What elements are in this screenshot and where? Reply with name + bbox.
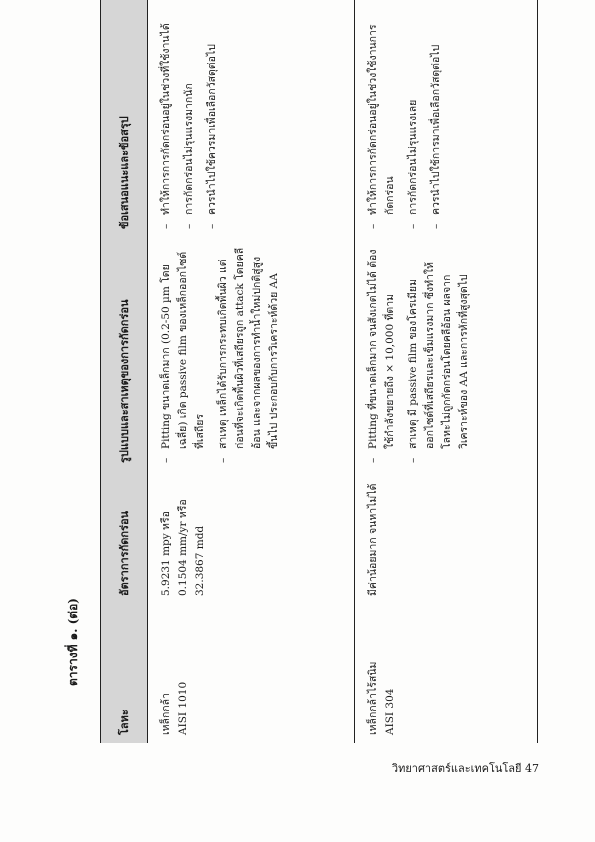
cell-pattern: [148, 237, 355, 471]
header-pattern: รูปแบบและสาเหตุของการกัดกร่อน: [101, 237, 148, 471]
header-suggest: ข้อเสนอแนะและข้อสรุป: [101, 0, 148, 237]
suggest-list: [158, 4, 221, 229]
cell-rate: [148, 471, 355, 604]
pattern-item: – Pitting ขนาดเล็กมาก (0.2-50 µm โดยเฉลี่ย) เกิด passive film ของเหล็กออกไซด์ที่เสถียร: [158, 245, 209, 463]
rate-value: มีค่าน้อยมาก จนหาไม่ได้: [366, 483, 379, 596]
cell-pattern: [354, 237, 537, 471]
table-row: [354, 0, 537, 743]
suggest-item: – การกัดกร่อนไม่รุนแรงเลย: [405, 4, 422, 229]
table-caption: ตารางที่ ๑. (ต่อ): [66, 598, 80, 686]
table-row: [148, 0, 355, 743]
page-footer: วิทยาศาสตร์และเทคโนโลยี 47: [391, 762, 539, 775]
pattern-item: – Pitting ที่ขนาดเล็กมาก จนสังเกตไม่ได้ ต้องใช้กำลังขยายถึง × 10,000 ที่ตาม: [365, 245, 399, 463]
suggest-list: [365, 4, 445, 229]
cell-metal: [354, 604, 537, 743]
corrosion-table: [100, 0, 538, 743]
suggest-item: – ทำให้การการกัดกร่อนอยู่ในช่วงที่ใช้งานได้: [158, 4, 175, 229]
pattern-item: – สาเหตุ เหล็กได้รับการกระทบเกิดพื้นผิว แต่ก่อนที่จะเกิดพื้นผิวที่เสถียรถูก attack โดยคลีอ้อน และจากผลของการทำน้ำใหม่ปกติสู่สูงขึ้นไป ประกอบกับการวิเคราะห์ด้วย AA: [215, 245, 283, 463]
metal-grade: AISI 1010: [177, 681, 189, 735]
suggest-item: – ทำให้การการกัดกร่อนอยู่ในช่วงใช้งานการกัดกร่อน: [365, 4, 399, 229]
suggest-item: – ควรนำไปใช้การมาเพื่อเลือกวัสดุต่อไป: [428, 4, 445, 229]
pattern-list: [158, 245, 283, 463]
header-rate: อัตราการกัดกร่อน: [101, 471, 148, 604]
suggest-item: – ควรนำไปใช้ควรมาเพื่อเลือกวัสดุต่อไป: [204, 4, 221, 229]
table-header-row: [101, 0, 148, 743]
metal-name: เหล็กกล้าไร้สนิม: [366, 661, 379, 735]
cell-rate: [354, 471, 537, 604]
rotated-table-container: [100, 23, 538, 743]
pattern-list: [365, 245, 473, 463]
header-metal: โลหะ: [101, 604, 148, 743]
pattern-item: – สาเหตุ มี passive film ของโครเมียมออกไซด์ที่เสถียรและเข็มแรงมาก ซึ่งทำให้โลหะไม่ถูกกัดกร่อนโดยคลีอ้อน ผลจากวิเคราะห์ของ AA และการหักที่สูงสุดไป: [405, 245, 473, 463]
suggest-item: – การกัดกร่อนไม่รุนแรงมากนัก: [181, 4, 198, 229]
metal-name: เหล็กกล้า: [160, 693, 172, 735]
rate-value: 32.3867 mdd: [194, 525, 206, 596]
rate-value: 5.9231 mpy หรือ: [160, 511, 172, 596]
metal-grade: AISI 304: [383, 688, 396, 735]
cell-metal: [148, 604, 355, 743]
cell-suggest: [354, 0, 537, 237]
rate-value: 0.1504 mm/yr หรือ: [177, 499, 189, 596]
cell-suggest: [148, 0, 355, 237]
